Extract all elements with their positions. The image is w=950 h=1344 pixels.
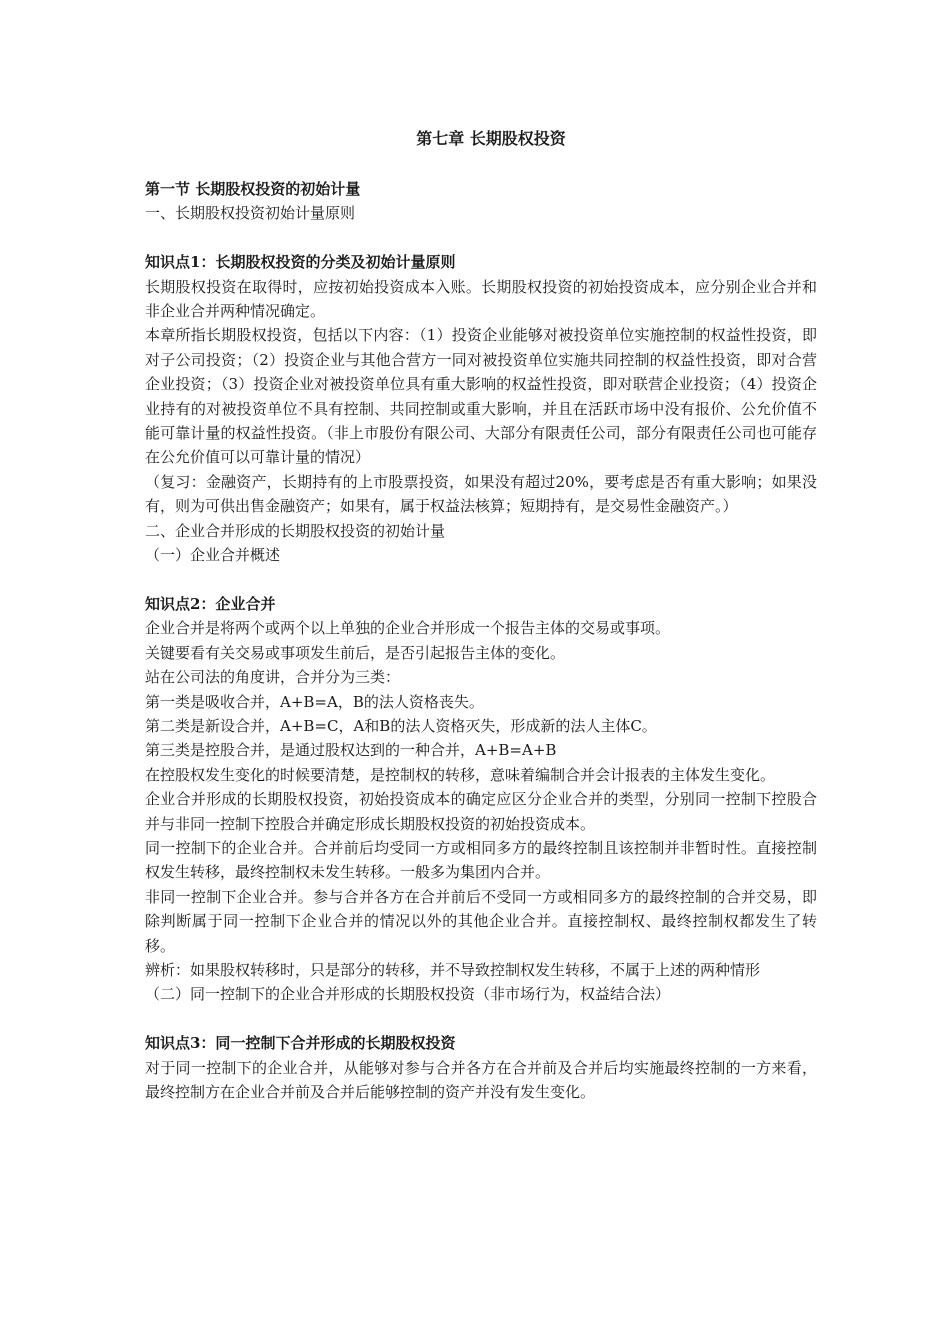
paragraph: 企业合并是将两个或两个以上单独的企业合并形成一个报告主体的交易或事项。 xyxy=(145,619,671,638)
knowledge-point-3-title: 知识点3：同一控制下合并形成的长期股权投资 xyxy=(145,1034,456,1053)
document-body xyxy=(145,127,817,1104)
paragraph: 同一控制下的企业合并。合并前后均受同一方或相同多方的最终控制且该控制并非暂时性。直接控制权发生转移，最终控制权未发生转移。一般多为集团内合并。 xyxy=(145,838,817,882)
knowledge-point-2-title: 知识点2：企业合并 xyxy=(145,594,276,613)
paragraph: 第一类是吸收合并，A+B=A，B的法人资格丧失。 xyxy=(145,692,484,711)
spacer xyxy=(145,1007,817,1031)
paragraph: 对于同一控制下的企业合并，从能够对参与合并各方在合并前及合并后均实施最终控制的一方来看，最终控制方在企业合并前及合并后能够控制的资产并没有发生变化。 xyxy=(145,1058,817,1101)
paragraph: 第三类是控股合并，是通过股权达到的一种合并，A+B=A+B xyxy=(145,741,557,760)
paragraph: 本章所指长期股权投资，包括以下内容：（1）投资企业能够对被投资单位实施控制的权益性投资，即对子公司投资；（2）投资企业与其他合营方一同对被投资单位实施共同控制的权益性投资，即对合营企业投资；（3）投资企业对被投资单位具有重大影响的权益性投资，即对联营企业投资；（4）投资企业持有的对被投资单位不具有控制、共同控制或重大影响，并且在活跃市场中没有报价、公允价值不能可靠计量的权益性投资。（非上市股份有限公司、大部分有限责任公司，部分有限责任公司也可能存在公允价值可以可靠计量的情况） xyxy=(145,326,817,467)
spacer xyxy=(145,226,817,250)
paragraph: 长期股权投资在取得时，应按初始投资成本入账。长期股权投资的初始投资成本，应分别企业合并和非企业合并两种情况确定。 xyxy=(145,277,817,321)
paragraph: 关键要看有关交易或事项发生前后，是否引起报告主体的变化。 xyxy=(145,643,566,662)
paragraph: 辨析：如果股权转移时，只是部分的转移，并不导致控制权发生转移，不属于上述的两种情形 xyxy=(145,960,761,979)
paragraph: 在控股权发生变化的时候要清楚，是控制权的转移，意味着编制合并会计报表的主体发生变化。 xyxy=(145,765,776,784)
section-title: 第一节 长期股权投资的初始计量 xyxy=(145,180,361,198)
paragraph: 企业合并形成的长期股权投资，初始投资成本的确定应区分企业合并的类型，分别同一控制下控股合并与非同一控制下控股合并确定形成长期股权投资的初始投资成本。 xyxy=(145,790,817,833)
subsection-heading: 一、长期股权投资初始计量原则 xyxy=(145,204,356,223)
chapter-title: 第七章 长期股权投资 xyxy=(416,129,566,148)
subsection-heading: 二、企业合并形成的长期股权投资的初始计量 xyxy=(145,521,446,540)
subsection-heading: （一）企业合并概述 xyxy=(145,546,281,565)
subsection-heading: （二）同一控制下的企业合并形成的长期股权投资（非市场行为，权益结合法） xyxy=(145,985,671,1004)
paragraph: （复习：金融资产，长期持有的上市股票投资，如果没有超过20%，要考虑是否有重大影响；如果没有，则为可供出售金融资产；如果有，属于权益法核算；短期持有，是交易性金融资产。） xyxy=(145,472,817,516)
spacer xyxy=(145,567,817,591)
paragraph: 第二类是新设合并，A+B=C，A和B的法人资格灭失，形成新的法人主体C。 xyxy=(145,716,657,735)
paragraph: 非同一控制下企业合并。参与合并各方在合并前后不受同一方或相同多方的最终控制的合并交易，即除判断属于同一控制下企业合并的情况以外的其他企业合并。直接控制权、最终控制权都发生了转移。 xyxy=(145,887,817,955)
knowledge-point-1-title: 知识点1：长期股权投资的分类及初始计量原则 xyxy=(145,253,456,272)
paragraph: 站在公司法的角度讲，合并分为三类： xyxy=(145,668,401,687)
